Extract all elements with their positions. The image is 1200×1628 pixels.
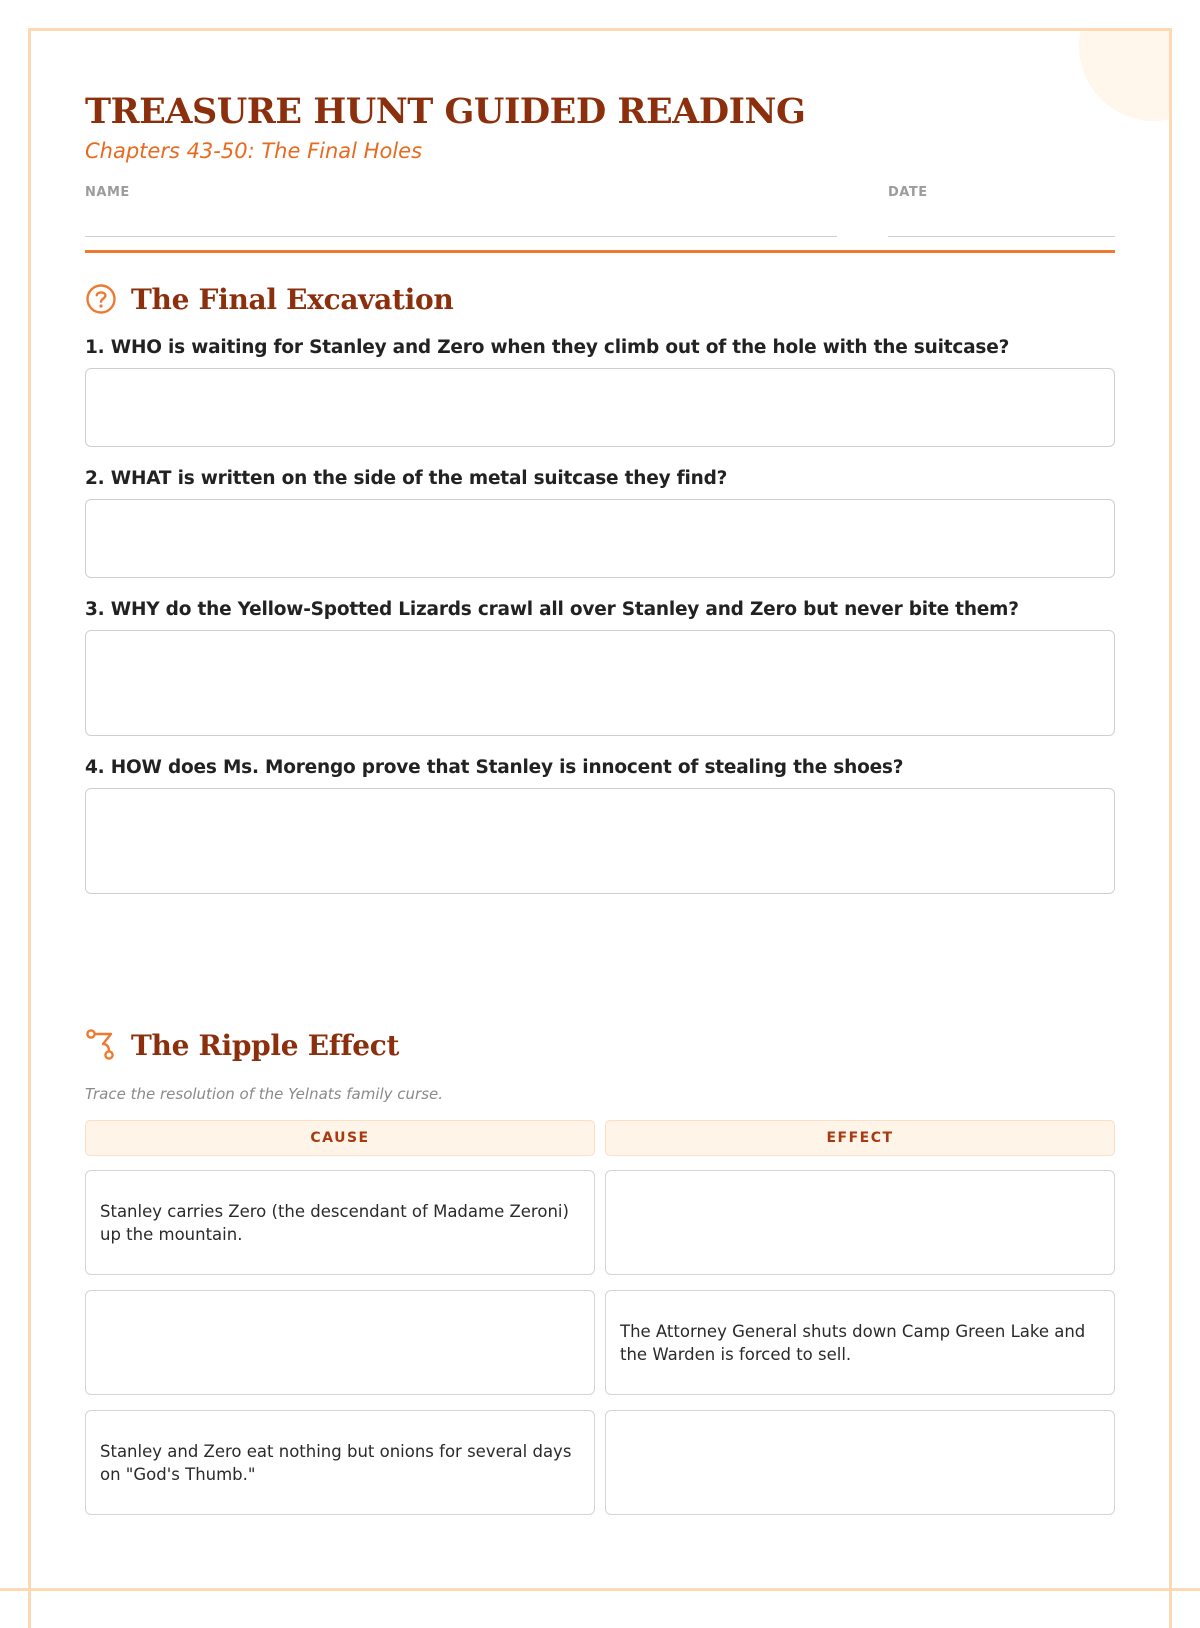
section-title: The Final Excavation: [131, 282, 454, 316]
answer-box-4[interactable]: [85, 788, 1115, 894]
date-label: DATE: [888, 185, 928, 200]
header-divider: [85, 250, 1115, 253]
question-4: 4. HOW does Ms. Morengo prove that Stanley is innocent of stealing the shoes?: [85, 757, 904, 778]
name-label: NAME: [85, 185, 130, 200]
name-field[interactable]: [85, 236, 837, 237]
corner-decoration: [1079, 28, 1172, 121]
effect-cell-3[interactable]: [605, 1410, 1115, 1515]
question-1: 1. WHO is waiting for Stanley and Zero when they climb out of the hole with the suitcase?: [85, 337, 1010, 358]
cause-cell-2[interactable]: [85, 1290, 595, 1395]
effect-column-header: EFFECT: [605, 1120, 1115, 1156]
effect-cell-1[interactable]: [605, 1170, 1115, 1275]
effect-cell-2: The Attorney General shuts down Camp Green Lake and the Warden is forced to sell.: [605, 1290, 1115, 1395]
section-ripple-effect: [85, 1028, 399, 1062]
section-instructions: Trace the resolution of the Yelnats family curse.: [85, 1085, 444, 1103]
worksheet-page: [28, 28, 1172, 1628]
section-title: The Ripple Effect: [131, 1028, 400, 1062]
date-field[interactable]: [888, 236, 1115, 237]
cause-cell-3: Stanley and Zero eat nothing but onions for several days on "God's Thumb.": [85, 1410, 595, 1515]
page-title: TREASURE HUNT GUIDED READING: [85, 91, 806, 132]
section-final-excavation: [85, 282, 453, 316]
question-circle-icon: [85, 282, 119, 316]
answer-box-1[interactable]: [85, 368, 1115, 447]
question-3: 3. WHY do the Yellow-Spotted Lizards crawl all over Stanley and Zero but never bite them?: [85, 599, 1019, 620]
page-subtitle: Chapters 43-50: The Final Holes: [85, 139, 423, 163]
page-bottom-border: [0, 1588, 1200, 1591]
cause-cell-1: Stanley carries Zero (the descendant of Madame Zeroni) up the mountain.: [85, 1170, 595, 1275]
branch-icon: [85, 1028, 119, 1062]
question-2: 2. WHAT is written on the side of the metal suitcase they find?: [85, 468, 728, 489]
answer-box-2[interactable]: [85, 499, 1115, 578]
cause-column-header: CAUSE: [85, 1120, 595, 1156]
answer-box-3[interactable]: [85, 630, 1115, 736]
